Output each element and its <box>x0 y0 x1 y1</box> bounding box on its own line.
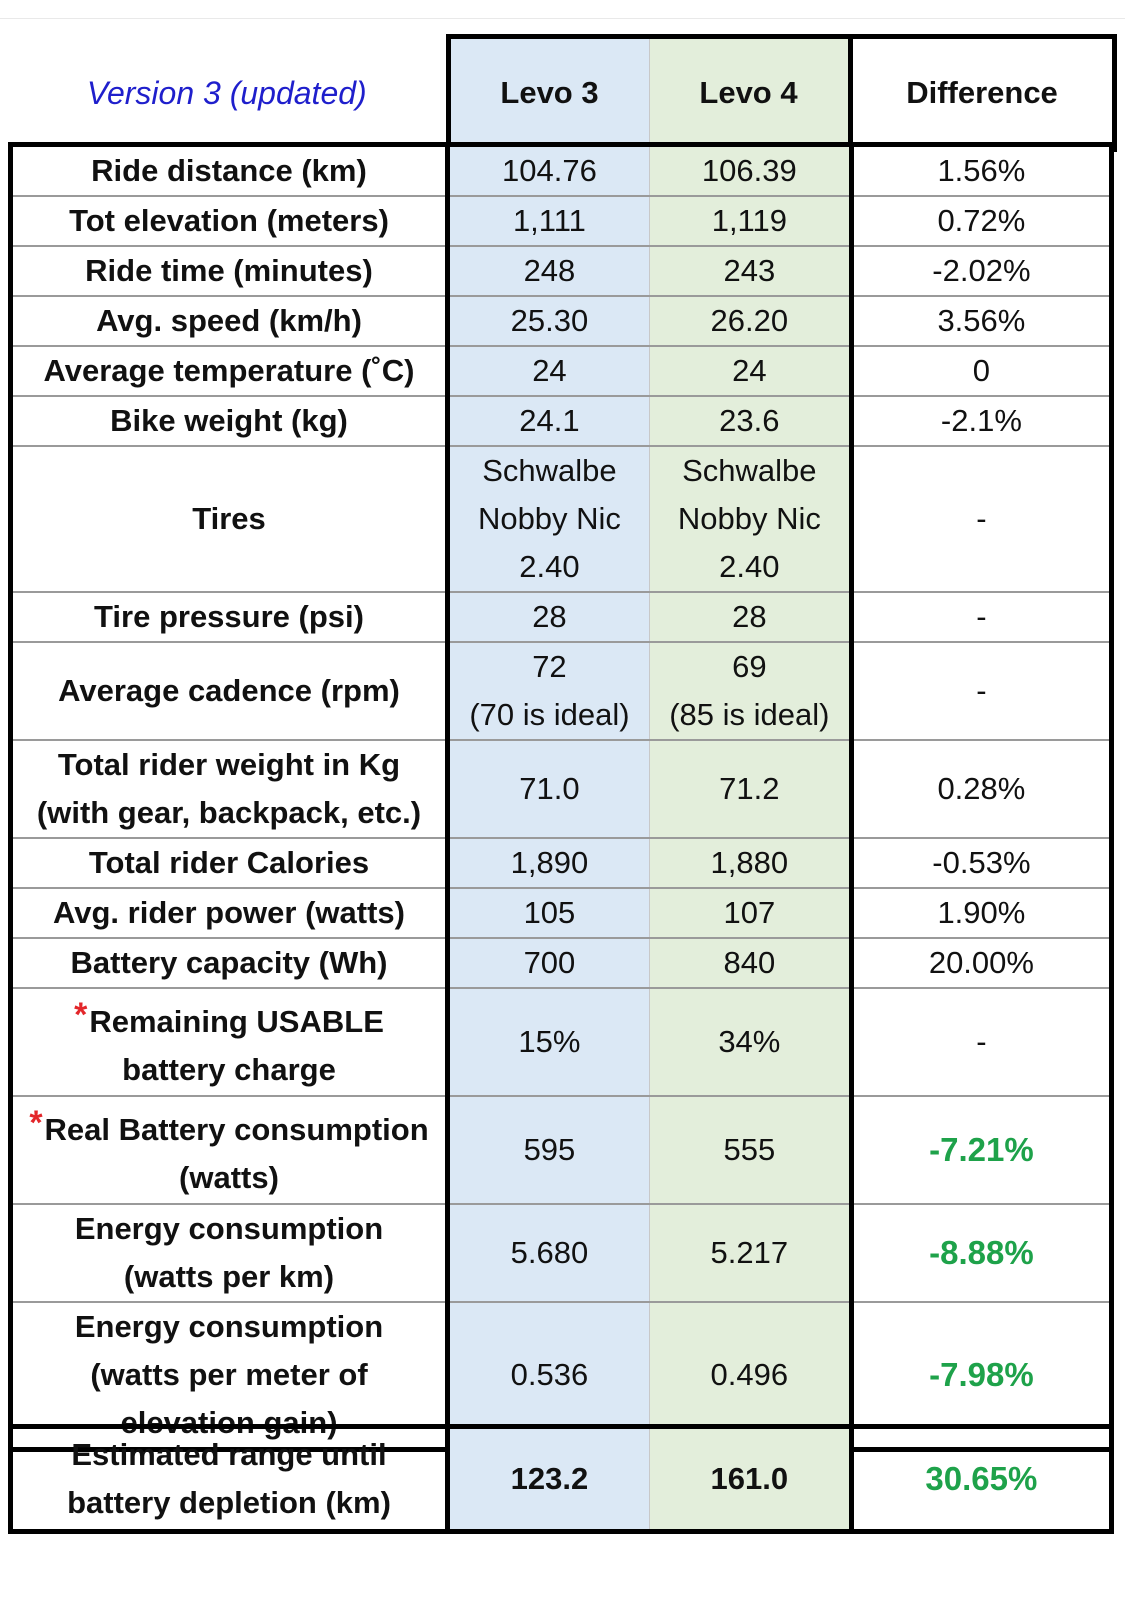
top-divider <box>0 18 1125 19</box>
row-label <box>11 196 448 246</box>
levo4-value-line: 69 <box>732 649 767 684</box>
levo3-value <box>447 642 649 740</box>
levo3-value-line: 248 <box>523 253 576 288</box>
version-label: Version 3 (updated) <box>86 75 367 111</box>
levo3-value-line: 700 <box>523 945 576 980</box>
table-row <box>11 296 1112 346</box>
header-difference: Difference <box>850 37 1114 150</box>
row-label-text: Total rider weight in Kg <box>57 747 401 782</box>
levo4-value <box>649 246 851 296</box>
levo3-value <box>447 246 649 296</box>
table-row <box>11 145 1112 197</box>
levo4-value-line: 26.20 <box>710 303 789 338</box>
table-row <box>11 740 1112 838</box>
row-label-text: Avg. speed (km/h) <box>96 303 362 338</box>
levo3-value-line: 24.1 <box>519 403 580 438</box>
summary-label <box>11 1427 448 1532</box>
levo4-value-line: 0.496 <box>710 1357 789 1392</box>
row-label-line <box>13 1154 445 1202</box>
table-row <box>11 1096 1112 1204</box>
levo3-value-line: 104.76 <box>502 153 597 188</box>
row-label-line <box>13 347 445 395</box>
difference-value: - <box>851 592 1111 642</box>
levo3-value <box>447 938 649 988</box>
table-row <box>11 888 1112 938</box>
levo3-value <box>447 196 649 246</box>
row-label-text: Tot elevation (meters) <box>69 203 389 238</box>
levo4-value <box>649 296 851 346</box>
row-label-line <box>13 1205 445 1253</box>
row-label-line <box>13 1351 445 1399</box>
row-label-line <box>13 991 445 1046</box>
summary-difference-value: 30.65% <box>925 1460 1038 1497</box>
header-row <box>8 37 1114 150</box>
table-row <box>11 838 1112 888</box>
difference-value: -0.53% <box>851 838 1111 888</box>
row-label-text: (watts per meter of <box>90 1357 368 1392</box>
levo4-value-line: 71.2 <box>719 771 780 806</box>
summary-row <box>11 1427 1112 1532</box>
levo3-value <box>447 1204 649 1302</box>
difference-value: - <box>851 446 1111 592</box>
row-label <box>11 888 448 938</box>
row-label-text: (watts) <box>179 1159 279 1195</box>
asterisk-marker: * <box>74 995 88 1034</box>
levo3-value-line: (70 is ideal) <box>469 697 630 732</box>
row-label <box>11 592 448 642</box>
row-label-text: Total rider Calories <box>88 845 370 880</box>
levo3-value-line: 28 <box>532 599 567 634</box>
levo3-value <box>447 296 649 346</box>
levo4-value-line: 28 <box>732 599 767 634</box>
levo4-value-line: 5.217 <box>710 1235 789 1270</box>
row-label-text: Tires <box>192 501 266 536</box>
row-label <box>11 642 448 740</box>
row-label-line <box>13 839 445 887</box>
levo3-value-line: 72 <box>532 649 567 684</box>
difference-value: -2.1% <box>851 396 1111 446</box>
table-row <box>11 346 1112 396</box>
row-label-text: battery charge <box>122 1051 336 1087</box>
levo4-value-line: 107 <box>723 895 776 930</box>
row-label-line <box>13 1046 445 1094</box>
levo3-value <box>447 145 649 197</box>
difference-value: 1.56% <box>851 145 1111 197</box>
row-label-text: Ride distance (km) <box>91 153 367 188</box>
row-label-text: Tire pressure (psi) <box>94 599 364 634</box>
levo4-value-line: 24 <box>732 353 767 388</box>
row-label-line <box>13 397 445 445</box>
difference-value: 0 <box>851 346 1111 396</box>
levo4-value-line: Schwalbe <box>682 453 817 488</box>
difference-value: -7.98% <box>851 1302 1111 1450</box>
table-row <box>11 396 1112 446</box>
levo4-value <box>649 196 851 246</box>
levo3-value <box>447 988 649 1096</box>
row-label-text: Energy consumption <box>74 1211 384 1246</box>
difference-value: - <box>851 642 1111 740</box>
row-label <box>11 145 448 197</box>
levo3-value <box>447 396 649 446</box>
table-row <box>11 446 1112 592</box>
difference-value: 3.56% <box>851 296 1111 346</box>
row-label-text: (watts per km) <box>123 1259 335 1294</box>
summary-label-line: battery depletion (km) <box>67 1485 391 1520</box>
summary-table <box>8 1424 1114 1534</box>
header-table <box>8 34 1117 152</box>
levo4-value <box>649 592 851 642</box>
levo4-value-line: 2.40 <box>719 549 780 584</box>
levo4-value-line: Nobby Nic <box>677 501 821 536</box>
levo4-value <box>649 642 851 740</box>
levo4-value-line: 106.39 <box>701 153 797 188</box>
levo4-value <box>649 740 851 838</box>
levo4-value-line: 840 <box>723 945 776 980</box>
row-label <box>11 1204 448 1302</box>
row-label-text: Avg. rider power (watts) <box>53 895 405 930</box>
row-label <box>11 346 448 396</box>
levo3-value <box>447 346 649 396</box>
difference-value: 1.90% <box>851 888 1111 938</box>
levo4-value-line: 34% <box>718 1024 781 1059</box>
row-label <box>11 838 448 888</box>
difference-value: 0.72% <box>851 196 1111 246</box>
levo4-value <box>649 446 851 592</box>
row-label-text: Average cadence (rpm) <box>58 673 400 708</box>
levo4-value <box>649 145 851 197</box>
row-label-text: (with gear, backpack, etc.) <box>36 795 422 830</box>
levo4-value <box>649 988 851 1096</box>
row-label-text: Energy consumption <box>74 1309 384 1344</box>
levo3-value-line: Schwalbe <box>482 453 617 488</box>
levo4-value-line: 555 <box>723 1132 776 1167</box>
header-levo3: Levo 3 <box>448 37 649 150</box>
levo3-value <box>447 740 649 838</box>
row-label <box>11 246 448 296</box>
row-label <box>11 988 448 1096</box>
levo4-value-line: 243 <box>723 253 776 288</box>
levo3-value-line: 0.536 <box>510 1357 589 1392</box>
table-row <box>11 196 1112 246</box>
levo4-value <box>649 1096 851 1204</box>
levo4-value-line: 1,119 <box>711 203 787 238</box>
table-row <box>11 642 1112 740</box>
levo3-value-line: Nobby Nic <box>477 501 621 536</box>
difference-value: - <box>851 988 1111 1096</box>
levo3-value-line: 25.30 <box>510 303 589 338</box>
levo3-value-line: 1,111 <box>512 203 586 238</box>
table-row <box>11 1204 1112 1302</box>
row-label-line <box>13 667 445 715</box>
row-label-line <box>13 247 445 295</box>
difference-value: 0.28% <box>851 740 1111 838</box>
row-label-line <box>13 147 445 195</box>
levo3-value <box>447 592 649 642</box>
levo4-value <box>649 888 851 938</box>
difference-value: -8.88% <box>851 1204 1111 1302</box>
levo4-value <box>649 1204 851 1302</box>
difference-value: 20.00% <box>851 938 1111 988</box>
metrics-table <box>8 142 1114 1452</box>
table-row <box>11 938 1112 988</box>
asterisk-marker: * <box>29 1103 43 1142</box>
levo4-value-line: 23.6 <box>719 403 780 438</box>
levo3-value-line: 105 <box>523 895 576 930</box>
levo3-value <box>447 1096 649 1204</box>
row-label-line <box>13 889 445 937</box>
levo3-value-line: 2.40 <box>519 549 580 584</box>
row-label-line <box>13 593 445 641</box>
row-label-text: Real Battery consumption <box>44 1111 429 1147</box>
levo3-value-line: 24 <box>532 353 567 388</box>
levo3-value-line: 15% <box>518 1024 581 1059</box>
row-label-line <box>13 741 445 789</box>
row-label-line <box>13 297 445 345</box>
row-label-line <box>13 789 445 837</box>
levo3-value-line: 1,890 <box>510 845 589 880</box>
table-row <box>11 246 1112 296</box>
levo3-value-line: 5.680 <box>510 1235 589 1270</box>
levo3-value-line: 595 <box>523 1132 576 1167</box>
row-label <box>11 1096 448 1204</box>
difference-value: -2.02% <box>851 246 1111 296</box>
row-label-line <box>13 495 445 543</box>
row-label <box>11 938 448 988</box>
levo4-value <box>649 938 851 988</box>
difference-value: -7.21% <box>851 1096 1111 1204</box>
levo4-value-line: (85 is ideal) <box>669 697 830 732</box>
row-label-text: Battery capacity (Wh) <box>70 945 388 980</box>
row-label-line <box>13 939 445 987</box>
table-row <box>11 988 1112 1096</box>
levo4-value-line: 1,880 <box>710 845 789 880</box>
row-label-text: elevation gain) <box>120 1405 338 1440</box>
row-label-text: Average temperature (˚C) <box>43 353 415 388</box>
row-label-line <box>13 1253 445 1301</box>
summary-label-line: Estimated range until <box>71 1437 387 1472</box>
row-label <box>11 296 448 346</box>
levo3-value <box>447 888 649 938</box>
row-label <box>11 446 448 592</box>
levo3-value <box>447 446 649 592</box>
row-label <box>11 740 448 838</box>
row-label-line <box>13 1303 445 1351</box>
row-label <box>11 396 448 446</box>
summary-levo4-value: 161.0 <box>649 1427 851 1532</box>
summary-levo3-value: 123.2 <box>447 1427 649 1532</box>
row-label-text: Ride time (minutes) <box>85 253 373 288</box>
row-label-text: Bike weight (kg) <box>110 403 348 438</box>
row-label-line <box>13 197 445 245</box>
header-levo4: Levo 4 <box>649 37 850 150</box>
levo3-value-line: 71.0 <box>519 771 580 806</box>
row-label-text: Remaining USABLE <box>89 1003 384 1039</box>
table-row <box>11 592 1112 642</box>
levo4-value <box>649 396 851 446</box>
levo4-value <box>649 346 851 396</box>
levo4-value <box>649 838 851 888</box>
row-label-line <box>13 1099 445 1154</box>
levo3-value <box>447 838 649 888</box>
